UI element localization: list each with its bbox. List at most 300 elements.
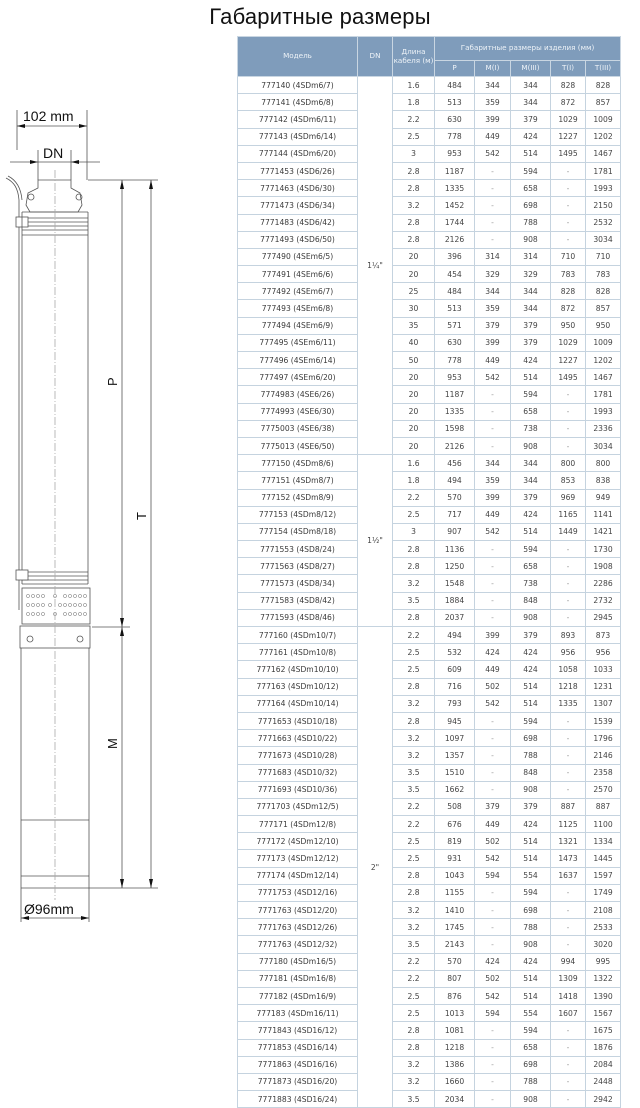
p-cell: 630: [435, 334, 475, 351]
pump-dimension-drawing: [0, 90, 180, 930]
p-cell: 484: [435, 283, 475, 300]
model-cell: 7771673 (4SD10/28): [238, 747, 358, 764]
m3-cell: 908: [511, 231, 551, 248]
p-cell: 454: [435, 266, 475, 283]
cable-length-cell: 3.5: [393, 592, 435, 609]
cable-length-cell: 2.8: [393, 231, 435, 248]
m3-cell: 554: [511, 867, 551, 884]
header-t1: T(I): [551, 61, 586, 77]
t3-cell: 950: [586, 317, 621, 334]
table-row: [238, 781, 621, 798]
cable-length-cell: 1.6: [393, 77, 435, 94]
m3-cell: 738: [511, 575, 551, 592]
m3-cell: 514: [511, 523, 551, 540]
model-cell: 7771873 (4SD16/20): [238, 1073, 358, 1090]
m3-cell: 514: [511, 695, 551, 712]
p-cell: 1548: [435, 575, 475, 592]
t1-cell: -: [551, 1056, 586, 1073]
m3-cell: 314: [511, 248, 551, 265]
model-cell: 7771483 (4SD6/42): [238, 214, 358, 231]
m3-cell: 698: [511, 902, 551, 919]
t1-cell: 994: [551, 953, 586, 970]
m1-cell: -: [475, 386, 511, 403]
t3-cell: 956: [586, 644, 621, 661]
m1-cell: 379: [475, 317, 511, 334]
m1-cell: 344: [475, 77, 511, 94]
m1-cell: -: [475, 197, 511, 214]
m3-cell: 788: [511, 1073, 551, 1090]
cable-length-cell: 2.2: [393, 627, 435, 644]
m1-cell: 344: [475, 455, 511, 472]
table-row: [238, 592, 621, 609]
cable-length-cell: 2.2: [393, 953, 435, 970]
table-row: [238, 77, 621, 94]
m1-cell: 344: [475, 283, 511, 300]
m1-cell: 542: [475, 523, 511, 540]
m3-cell: 698: [511, 197, 551, 214]
cable-length-cell: 3.2: [393, 1056, 435, 1073]
t3-cell: 857: [586, 94, 621, 111]
model-cell: 7771843 (4SD16/12): [238, 1022, 358, 1039]
t3-cell: 1390: [586, 987, 621, 1004]
cable-length-cell: 35: [393, 317, 435, 334]
t3-cell: 2532: [586, 214, 621, 231]
m1-cell: -: [475, 936, 511, 953]
table-row: [238, 231, 621, 248]
m1-cell: -: [475, 180, 511, 197]
table-row: [238, 1039, 621, 1056]
t1-cell: 1418: [551, 987, 586, 1004]
t1-cell: -: [551, 180, 586, 197]
table-row: [238, 334, 621, 351]
table-row: [238, 489, 621, 506]
m3-cell: 424: [511, 506, 551, 523]
cable-length-cell: 2.5: [393, 987, 435, 1004]
p-cell: 484: [435, 77, 475, 94]
model-cell: 7771473 (4SD6/34): [238, 197, 358, 214]
t3-cell: 1993: [586, 403, 621, 420]
table-row: [238, 1073, 621, 1090]
m3-cell: 424: [511, 953, 551, 970]
t1-cell: -: [551, 1022, 586, 1039]
header-t3: T(III): [586, 61, 621, 77]
m3-cell: 514: [511, 833, 551, 850]
header-p: P: [435, 61, 475, 77]
t1-cell: 969: [551, 489, 586, 506]
t3-cell: 1009: [586, 334, 621, 351]
model-cell: 7774983 (4SE6/26): [238, 386, 358, 403]
t1-cell: 1125: [551, 816, 586, 833]
cable-length-cell: 3.5: [393, 936, 435, 953]
cable-length-cell: 3: [393, 523, 435, 540]
model-cell: 7771683 (4SD10/32): [238, 764, 358, 781]
cable-length-cell: 2.8: [393, 609, 435, 626]
t3-cell: 2150: [586, 197, 621, 214]
m3-cell: 514: [511, 987, 551, 1004]
t3-cell: 2358: [586, 764, 621, 781]
cable-length-cell: 3.2: [393, 197, 435, 214]
t1-cell: 828: [551, 283, 586, 300]
table-row: [238, 180, 621, 197]
model-cell: 777180 (4SDm16/5): [238, 953, 358, 970]
t1-cell: -: [551, 764, 586, 781]
t1-cell: -: [551, 902, 586, 919]
p-cell: 1884: [435, 592, 475, 609]
t1-cell: 1029: [551, 111, 586, 128]
t3-cell: 1467: [586, 369, 621, 386]
m3-cell: 424: [511, 661, 551, 678]
t3-cell: 1781: [586, 162, 621, 179]
m3-cell: 698: [511, 1056, 551, 1073]
t1-cell: -: [551, 592, 586, 609]
cable-length-cell: 2.8: [393, 180, 435, 197]
m1-cell: -: [475, 712, 511, 729]
p-cell: 396: [435, 248, 475, 265]
m1-cell: 594: [475, 867, 511, 884]
t3-cell: 1781: [586, 386, 621, 403]
table-row: [238, 609, 621, 626]
t1-cell: 1449: [551, 523, 586, 540]
p-cell: 1187: [435, 386, 475, 403]
model-cell: 7771763 (4SD12/32): [238, 936, 358, 953]
m3-cell: 379: [511, 111, 551, 128]
t3-cell: 887: [586, 798, 621, 815]
t3-cell: 1539: [586, 712, 621, 729]
m1-cell: -: [475, 609, 511, 626]
model-cell: 7771883 (4SD16/24): [238, 1091, 358, 1108]
p-cell: 876: [435, 987, 475, 1004]
model-cell: 777173 (4SDm12/12): [238, 850, 358, 867]
m1-cell: 314: [475, 248, 511, 265]
t1-cell: -: [551, 747, 586, 764]
t1-cell: -: [551, 919, 586, 936]
m1-cell: 359: [475, 300, 511, 317]
t3-cell: 1033: [586, 661, 621, 678]
t3-cell: 2084: [586, 1056, 621, 1073]
table-row: [238, 816, 621, 833]
m1-cell: 329: [475, 266, 511, 283]
t3-cell: 1876: [586, 1039, 621, 1056]
p-cell: 1662: [435, 781, 475, 798]
model-cell: 7775013 (4SE6/50): [238, 437, 358, 454]
t1-cell: 1058: [551, 661, 586, 678]
cable-length-cell: 2.5: [393, 850, 435, 867]
m3-cell: 908: [511, 936, 551, 953]
m3-cell: 344: [511, 455, 551, 472]
table-row: [238, 902, 621, 919]
m1-cell: 502: [475, 970, 511, 987]
t1-cell: -: [551, 437, 586, 454]
t1-cell: -: [551, 936, 586, 953]
table-row: [238, 953, 621, 970]
m3-cell: 344: [511, 283, 551, 300]
p-cell: 1598: [435, 420, 475, 437]
m1-cell: -: [475, 730, 511, 747]
model-cell: 777151 (4SDm8/7): [238, 472, 358, 489]
model-cell: 777163 (4SDm10/12): [238, 678, 358, 695]
m1-cell: 502: [475, 833, 511, 850]
model-cell: 777171 (4SDm12/8): [238, 816, 358, 833]
model-cell: 777182 (4SDm16/9): [238, 987, 358, 1004]
p-cell: 1335: [435, 403, 475, 420]
m3-cell: 344: [511, 472, 551, 489]
cable-length-cell: 25: [393, 283, 435, 300]
p-cell: 807: [435, 970, 475, 987]
cable-length-cell: 1.6: [393, 455, 435, 472]
table-row: [238, 437, 621, 454]
model-cell: 777495 (4SEm6/11): [238, 334, 358, 351]
dimensions-table-body: [238, 77, 621, 1108]
table-row: [238, 850, 621, 867]
m3-cell: 658: [511, 558, 551, 575]
width-102mm-label: 102 mm: [23, 108, 74, 124]
table-row: [238, 712, 621, 729]
t3-cell: 2108: [586, 902, 621, 919]
table-row: [238, 764, 621, 781]
table-row: [238, 1091, 621, 1108]
table-row: [238, 300, 621, 317]
p-cell: 1335: [435, 180, 475, 197]
dn-label: DN: [43, 145, 64, 161]
model-cell: 7771583 (4SD8/42): [238, 592, 358, 609]
t3-cell: 1445: [586, 850, 621, 867]
m3-cell: 738: [511, 420, 551, 437]
m1-cell: -: [475, 575, 511, 592]
m1-cell: 542: [475, 695, 511, 712]
t3-cell: 1100: [586, 816, 621, 833]
cable-length-cell: 3.5: [393, 764, 435, 781]
t3-cell: 2942: [586, 1091, 621, 1108]
p-cell: 508: [435, 798, 475, 815]
model-cell: 777140 (4SDm6/7): [238, 77, 358, 94]
m3-cell: 344: [511, 94, 551, 111]
t3-cell: 1749: [586, 884, 621, 901]
p-cell: 1745: [435, 919, 475, 936]
m3-cell: 514: [511, 970, 551, 987]
m1-cell: -: [475, 420, 511, 437]
p-cell: 1452: [435, 197, 475, 214]
t1-cell: -: [551, 558, 586, 575]
cable-length-cell: 20: [393, 369, 435, 386]
t3-cell: 1908: [586, 558, 621, 575]
table-row: [238, 730, 621, 747]
m3-cell: 379: [511, 317, 551, 334]
cable-length-cell: 2.8: [393, 867, 435, 884]
t3-cell: 1322: [586, 970, 621, 987]
header-m1: M(I): [475, 61, 511, 77]
cable-length-cell: 2.5: [393, 661, 435, 678]
m1-cell: -: [475, 764, 511, 781]
t3-cell: 828: [586, 283, 621, 300]
t3-cell: 995: [586, 953, 621, 970]
table-row: [238, 970, 621, 987]
m3-cell: 788: [511, 747, 551, 764]
table-row: [238, 248, 621, 265]
table-row: [238, 541, 621, 558]
m3-cell: 848: [511, 592, 551, 609]
t3-cell: 1597: [586, 867, 621, 884]
t1-cell: 1473: [551, 850, 586, 867]
t3-cell: 1421: [586, 523, 621, 540]
table-row: [238, 627, 621, 644]
cable-length-cell: 2.8: [393, 884, 435, 901]
t3-cell: 2448: [586, 1073, 621, 1090]
m3-cell: 514: [511, 850, 551, 867]
p-cell: 819: [435, 833, 475, 850]
table-row: [238, 1056, 621, 1073]
m1-cell: 594: [475, 1005, 511, 1022]
m3-cell: 424: [511, 644, 551, 661]
model-cell: 777141 (4SDm6/8): [238, 94, 358, 111]
p-cell: 494: [435, 627, 475, 644]
t3-cell: 1231: [586, 678, 621, 695]
table-row: [238, 798, 621, 815]
p-cell: 1410: [435, 902, 475, 919]
t1-cell: 1321: [551, 833, 586, 850]
model-cell: 777490 (4SEm6/5): [238, 248, 358, 265]
p-cell: 1043: [435, 867, 475, 884]
t1-cell: 828: [551, 77, 586, 94]
m3-cell: 658: [511, 180, 551, 197]
model-cell: 777174 (4SDm12/14): [238, 867, 358, 884]
table-row: [238, 575, 621, 592]
m3-cell: 698: [511, 730, 551, 747]
m1-cell: 399: [475, 627, 511, 644]
model-cell: 7771463 (4SD6/30): [238, 180, 358, 197]
dn-cell: 1½": [358, 455, 393, 627]
table-row: [238, 919, 621, 936]
table-row: [238, 1022, 621, 1039]
cable-length-cell: 20: [393, 266, 435, 283]
cable-length-cell: 3.2: [393, 902, 435, 919]
cable-length-cell: 2.5: [393, 1005, 435, 1022]
m1-cell: 449: [475, 816, 511, 833]
model-cell: 7771553 (4SD8/24): [238, 541, 358, 558]
m3-cell: 594: [511, 541, 551, 558]
model-cell: 777142 (4SDm6/11): [238, 111, 358, 128]
t1-cell: 872: [551, 94, 586, 111]
p-cell: 1744: [435, 214, 475, 231]
model-cell: 7771563 (4SD8/27): [238, 558, 358, 575]
t1-cell: -: [551, 1091, 586, 1108]
p-cell: 931: [435, 850, 475, 867]
p-cell: 1013: [435, 1005, 475, 1022]
p-cell: 532: [435, 644, 475, 661]
t1-cell: -: [551, 541, 586, 558]
cable-length-cell: 3.2: [393, 747, 435, 764]
table-row: [238, 867, 621, 884]
cable-length-cell: 2.8: [393, 162, 435, 179]
m1-cell: -: [475, 1056, 511, 1073]
m3-cell: 594: [511, 162, 551, 179]
p-cell: 2126: [435, 437, 475, 454]
model-cell: 7771493 (4SD6/50): [238, 231, 358, 248]
p-cell: 2037: [435, 609, 475, 626]
t1-cell: 1218: [551, 678, 586, 695]
m1-cell: -: [475, 403, 511, 420]
t3-cell: 1993: [586, 180, 621, 197]
t1-cell: -: [551, 884, 586, 901]
t3-cell: 1730: [586, 541, 621, 558]
t1-cell: -: [551, 1073, 586, 1090]
t1-cell: 800: [551, 455, 586, 472]
t1-cell: 1495: [551, 369, 586, 386]
table-row: [238, 111, 621, 128]
p-cell: 609: [435, 661, 475, 678]
m1-cell: -: [475, 1039, 511, 1056]
table-row: [238, 558, 621, 575]
p-cell: 778: [435, 352, 475, 369]
table-row: [238, 369, 621, 386]
m3-cell: 908: [511, 609, 551, 626]
m3-cell: 788: [511, 214, 551, 231]
model-cell: 777183 (4SDm16/11): [238, 1005, 358, 1022]
t1-cell: 893: [551, 627, 586, 644]
cable-length-cell: 3.2: [393, 1073, 435, 1090]
t3-cell: 838: [586, 472, 621, 489]
m1-cell: -: [475, 558, 511, 575]
t1-cell: 1607: [551, 1005, 586, 1022]
cable-length-cell: 3.2: [393, 575, 435, 592]
cable-length-cell: 2.2: [393, 489, 435, 506]
cable-length-cell: 3.2: [393, 695, 435, 712]
table-row: [238, 987, 621, 1004]
table-row: [238, 833, 621, 850]
m1-cell: 449: [475, 661, 511, 678]
model-cell: 777491 (4SEm6/6): [238, 266, 358, 283]
table-row: [238, 747, 621, 764]
t3-cell: 828: [586, 77, 621, 94]
t3-cell: 1009: [586, 111, 621, 128]
p-cell: 1081: [435, 1022, 475, 1039]
m1-cell: 399: [475, 489, 511, 506]
t3-cell: 2533: [586, 919, 621, 936]
table-row: [238, 884, 621, 901]
m1-cell: -: [475, 1022, 511, 1039]
t3-cell: 3034: [586, 437, 621, 454]
cable-length-cell: 20: [393, 248, 435, 265]
m3-cell: 908: [511, 1091, 551, 1108]
cable-length-cell: 2.8: [393, 558, 435, 575]
model-cell: 7771663 (4SD10/22): [238, 730, 358, 747]
cable-length-cell: 2.8: [393, 1039, 435, 1056]
p-cell: 778: [435, 128, 475, 145]
m1-cell: -: [475, 902, 511, 919]
model-cell: 777497 (4SEm6/20): [238, 369, 358, 386]
cable-length-cell: 3.2: [393, 919, 435, 936]
m3-cell: 424: [511, 816, 551, 833]
table-row: [238, 266, 621, 283]
t1-cell: -: [551, 712, 586, 729]
t3-cell: 2570: [586, 781, 621, 798]
m1-cell: 449: [475, 506, 511, 523]
m1-cell: -: [475, 437, 511, 454]
cable-length-cell: 2.5: [393, 506, 435, 523]
cable-length-cell: 2.5: [393, 833, 435, 850]
m3-cell: 424: [511, 128, 551, 145]
p-cell: 1660: [435, 1073, 475, 1090]
m1-cell: -: [475, 747, 511, 764]
p-cell: 571: [435, 317, 475, 334]
model-cell: 777172 (4SDm12/10): [238, 833, 358, 850]
t1-cell: -: [551, 1039, 586, 1056]
t3-cell: 1307: [586, 695, 621, 712]
header-dimensions-group: Габаритные размеры изделия (мм): [435, 37, 621, 61]
cable-length-cell: 3.2: [393, 730, 435, 747]
t1-cell: 1165: [551, 506, 586, 523]
cable-length-cell: 3.5: [393, 1091, 435, 1108]
header-model: Модель: [238, 37, 358, 77]
